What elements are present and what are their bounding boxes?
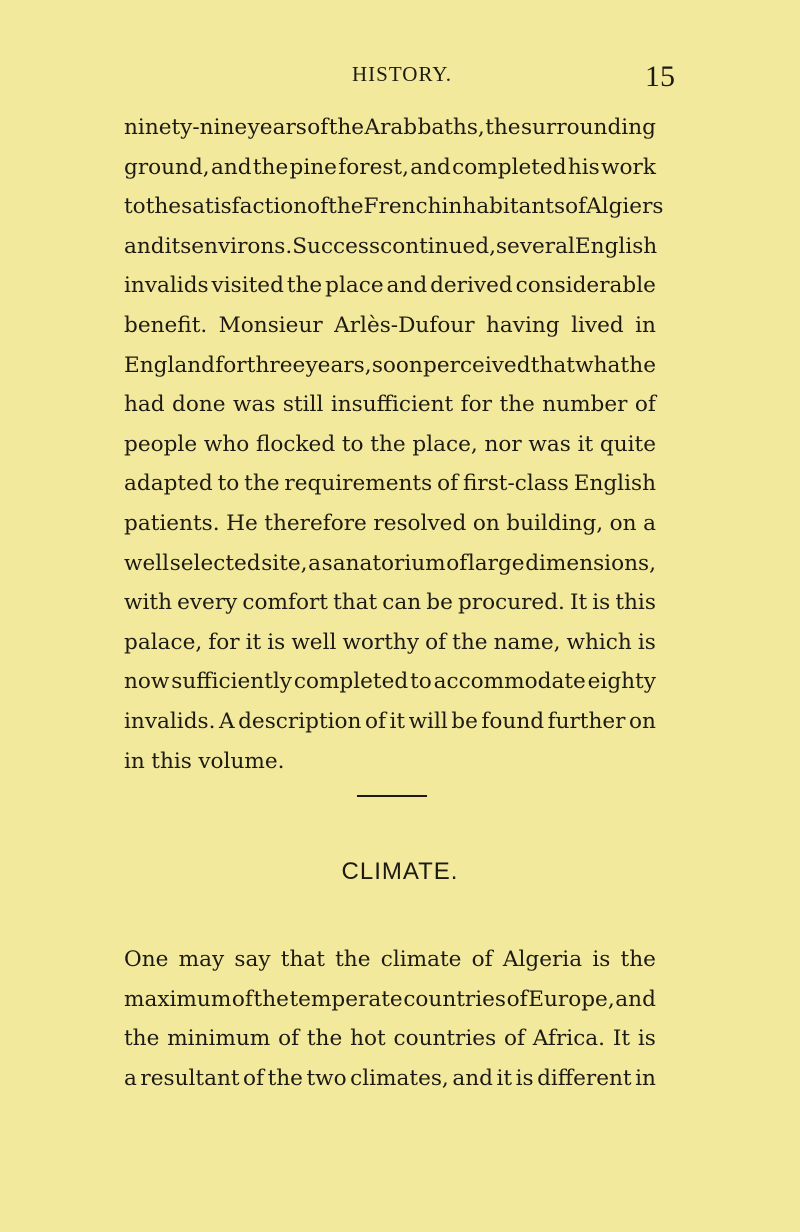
word: of xyxy=(503,1026,525,1052)
word: forest, xyxy=(338,154,409,180)
word: nor xyxy=(484,431,522,457)
word: of xyxy=(307,115,329,140)
word: and xyxy=(410,154,451,180)
word: perceived xyxy=(423,352,531,378)
word: of xyxy=(634,392,656,418)
word: procured. xyxy=(457,590,565,616)
word: flocked xyxy=(255,431,336,457)
word: several xyxy=(495,233,575,259)
word: work xyxy=(601,154,656,180)
word: this xyxy=(151,748,192,774)
word: years xyxy=(247,115,307,140)
word: and xyxy=(452,1065,493,1091)
text-line xyxy=(124,1019,656,1059)
word: Africa. xyxy=(532,1026,606,1052)
word: is xyxy=(637,1026,656,1052)
word: say xyxy=(234,947,271,972)
page-number: 15 xyxy=(645,60,675,93)
word: maximum xyxy=(124,986,232,1012)
word: Europe, xyxy=(528,986,615,1012)
word: eighty xyxy=(587,669,656,695)
word: comfort xyxy=(242,590,328,616)
word: building, xyxy=(506,510,604,536)
word: of xyxy=(446,550,468,576)
word: in xyxy=(635,1065,656,1091)
word: it xyxy=(496,1065,513,1091)
word: of xyxy=(243,1065,265,1091)
word: of xyxy=(506,986,528,1012)
word: patients. xyxy=(124,510,220,536)
word: the xyxy=(499,392,535,418)
word: palace, xyxy=(124,629,203,655)
word: quite xyxy=(599,431,656,457)
word: benefit. xyxy=(124,312,208,338)
word: two xyxy=(306,1065,347,1091)
climate-paragraph xyxy=(124,940,656,1098)
text-line xyxy=(124,1059,656,1099)
word: Monsieur xyxy=(218,312,323,338)
text-line xyxy=(124,544,656,584)
text-line xyxy=(124,108,656,148)
word: of xyxy=(364,708,386,734)
text-line xyxy=(124,583,656,623)
word: environs. xyxy=(191,233,293,259)
word: number xyxy=(542,392,628,418)
word: for xyxy=(215,352,247,378)
word: England xyxy=(124,352,216,378)
word: every xyxy=(177,590,238,616)
word: the xyxy=(267,1065,303,1091)
word: of xyxy=(307,194,329,220)
word: can xyxy=(382,590,422,616)
word: on xyxy=(472,510,500,536)
word: to xyxy=(410,669,432,695)
word: the xyxy=(145,194,182,220)
word: the xyxy=(328,194,364,220)
word: which xyxy=(566,629,632,655)
word: the xyxy=(253,986,289,1012)
word: different xyxy=(537,1065,632,1091)
word: visited xyxy=(211,273,284,299)
word: to xyxy=(217,471,240,497)
word: English xyxy=(574,233,658,259)
word: accommodate xyxy=(433,669,586,695)
word: that xyxy=(333,590,378,616)
section-divider xyxy=(357,795,427,797)
word: sufficiently xyxy=(171,669,292,695)
word: surrounding xyxy=(521,115,656,140)
word: Arlès-Dufour xyxy=(334,312,475,338)
word: his xyxy=(567,154,600,180)
word: Success xyxy=(292,233,381,259)
word: worthy xyxy=(342,629,420,655)
text-line xyxy=(124,425,656,465)
word: it xyxy=(245,629,262,655)
word: this xyxy=(615,590,656,616)
word: the xyxy=(452,629,488,655)
word: the xyxy=(252,154,289,180)
word: the xyxy=(244,471,280,497)
word: the xyxy=(620,947,656,972)
word: may xyxy=(178,947,225,972)
word: Algeria xyxy=(502,947,583,972)
word: A xyxy=(218,708,235,734)
word: of xyxy=(565,194,587,220)
word: the xyxy=(286,273,323,299)
word: countries xyxy=(393,1026,497,1052)
word: volume. xyxy=(198,748,285,774)
word: on xyxy=(609,510,637,536)
word: and xyxy=(124,233,165,259)
text-line xyxy=(124,385,656,425)
text-line xyxy=(124,623,656,663)
history-paragraph xyxy=(124,108,664,781)
word: is xyxy=(637,629,656,655)
word: is xyxy=(515,1065,534,1091)
word: of xyxy=(425,629,447,655)
text-line xyxy=(124,306,656,346)
word: a xyxy=(124,1065,137,1091)
word: now xyxy=(124,669,170,695)
word: in xyxy=(124,748,145,774)
word: adapted xyxy=(124,471,213,497)
word: with xyxy=(124,590,172,616)
word: further xyxy=(547,708,626,734)
section-heading: CLIMATE. xyxy=(341,858,459,885)
word: who xyxy=(203,431,250,457)
word: requirements xyxy=(284,471,433,497)
text-line xyxy=(124,266,656,306)
word: to xyxy=(124,194,146,220)
word: climates, xyxy=(350,1065,449,1091)
word: years, xyxy=(305,352,372,378)
word: ground, xyxy=(124,154,210,180)
word: selected xyxy=(169,550,261,576)
text-line xyxy=(124,346,656,386)
word: of xyxy=(471,947,493,972)
word: sanatorium xyxy=(321,550,446,576)
word: that xyxy=(530,352,575,378)
word: He xyxy=(226,510,258,536)
word: of xyxy=(278,1026,300,1052)
word: of xyxy=(231,986,253,1012)
word: the xyxy=(328,115,365,140)
word: invalids. xyxy=(124,708,216,734)
word: description xyxy=(238,708,362,734)
word: was xyxy=(233,392,276,418)
word: had xyxy=(124,392,165,418)
word: derived xyxy=(430,273,513,299)
word: It xyxy=(612,1026,631,1052)
word: a xyxy=(308,550,322,576)
word: considerable xyxy=(515,273,656,299)
word: be xyxy=(426,590,453,616)
word: place, xyxy=(412,431,478,457)
word: ninety-nine xyxy=(124,115,248,140)
word: completed xyxy=(452,154,567,180)
word: well xyxy=(291,629,337,655)
word: baths, xyxy=(417,115,485,140)
word: still xyxy=(282,392,324,418)
text-line xyxy=(124,227,656,267)
word: was xyxy=(528,431,571,457)
word: hot xyxy=(350,1026,386,1052)
word: it xyxy=(389,708,406,734)
word: is xyxy=(267,629,286,655)
word: the xyxy=(306,1026,343,1052)
word: insufficient xyxy=(330,392,454,418)
word: for xyxy=(460,392,492,418)
word: found xyxy=(481,708,545,734)
word: soon xyxy=(371,352,423,378)
word: temperate xyxy=(289,986,403,1012)
word: large xyxy=(467,550,525,576)
text-line xyxy=(124,504,656,544)
word: done xyxy=(172,392,226,418)
word: Algiers xyxy=(586,194,664,220)
word: name, xyxy=(493,629,561,655)
word: lived xyxy=(571,312,624,338)
text-line xyxy=(124,742,656,782)
word: and xyxy=(386,273,428,299)
word: it xyxy=(577,431,594,457)
word: of xyxy=(437,471,459,497)
word: for xyxy=(208,629,240,655)
word: completed xyxy=(293,669,409,695)
word: on xyxy=(629,708,656,734)
word: place xyxy=(325,273,384,299)
word: first-class xyxy=(462,471,569,497)
word: climate xyxy=(380,947,462,972)
word: the xyxy=(124,1026,160,1052)
word: in xyxy=(635,312,656,338)
word: the xyxy=(370,431,406,457)
word: Arab xyxy=(364,115,418,140)
word: is xyxy=(592,590,611,616)
text-line xyxy=(124,187,664,227)
word: continued, xyxy=(380,233,496,259)
text-line xyxy=(124,940,656,980)
word: is xyxy=(592,947,611,972)
word: having xyxy=(486,312,560,338)
running-header: HISTORY. xyxy=(352,62,453,86)
text-line xyxy=(124,662,656,702)
word: and xyxy=(210,154,252,180)
word: satisfaction xyxy=(181,194,308,220)
word: invalids xyxy=(124,273,209,299)
text-line xyxy=(124,464,656,504)
word: resultant xyxy=(140,1065,240,1091)
text-line xyxy=(124,702,656,742)
word: what xyxy=(575,352,630,378)
word: site, xyxy=(261,550,308,576)
word: resolved xyxy=(373,510,467,536)
word: and xyxy=(615,986,656,1012)
word: inhabitants xyxy=(441,194,566,220)
word: French xyxy=(363,194,442,220)
text-line xyxy=(124,148,656,188)
word: countries xyxy=(403,986,506,1012)
word: a xyxy=(643,510,656,536)
word: the xyxy=(335,947,371,972)
word: people xyxy=(124,431,198,457)
word: be xyxy=(451,708,478,734)
word: well xyxy=(124,550,170,576)
word: he xyxy=(629,352,656,378)
word: English xyxy=(573,471,656,497)
word: dimensions, xyxy=(525,550,656,576)
word: will xyxy=(408,708,448,734)
word: the xyxy=(485,115,521,140)
word: therefore xyxy=(264,510,367,536)
word: It xyxy=(569,590,588,616)
word: three xyxy=(246,352,306,378)
word: that xyxy=(280,947,325,972)
text-line xyxy=(124,980,656,1020)
word: pine xyxy=(289,154,337,180)
word: minimum xyxy=(167,1026,271,1052)
word: its xyxy=(164,233,192,259)
word: One xyxy=(124,947,169,972)
word: to xyxy=(341,431,364,457)
